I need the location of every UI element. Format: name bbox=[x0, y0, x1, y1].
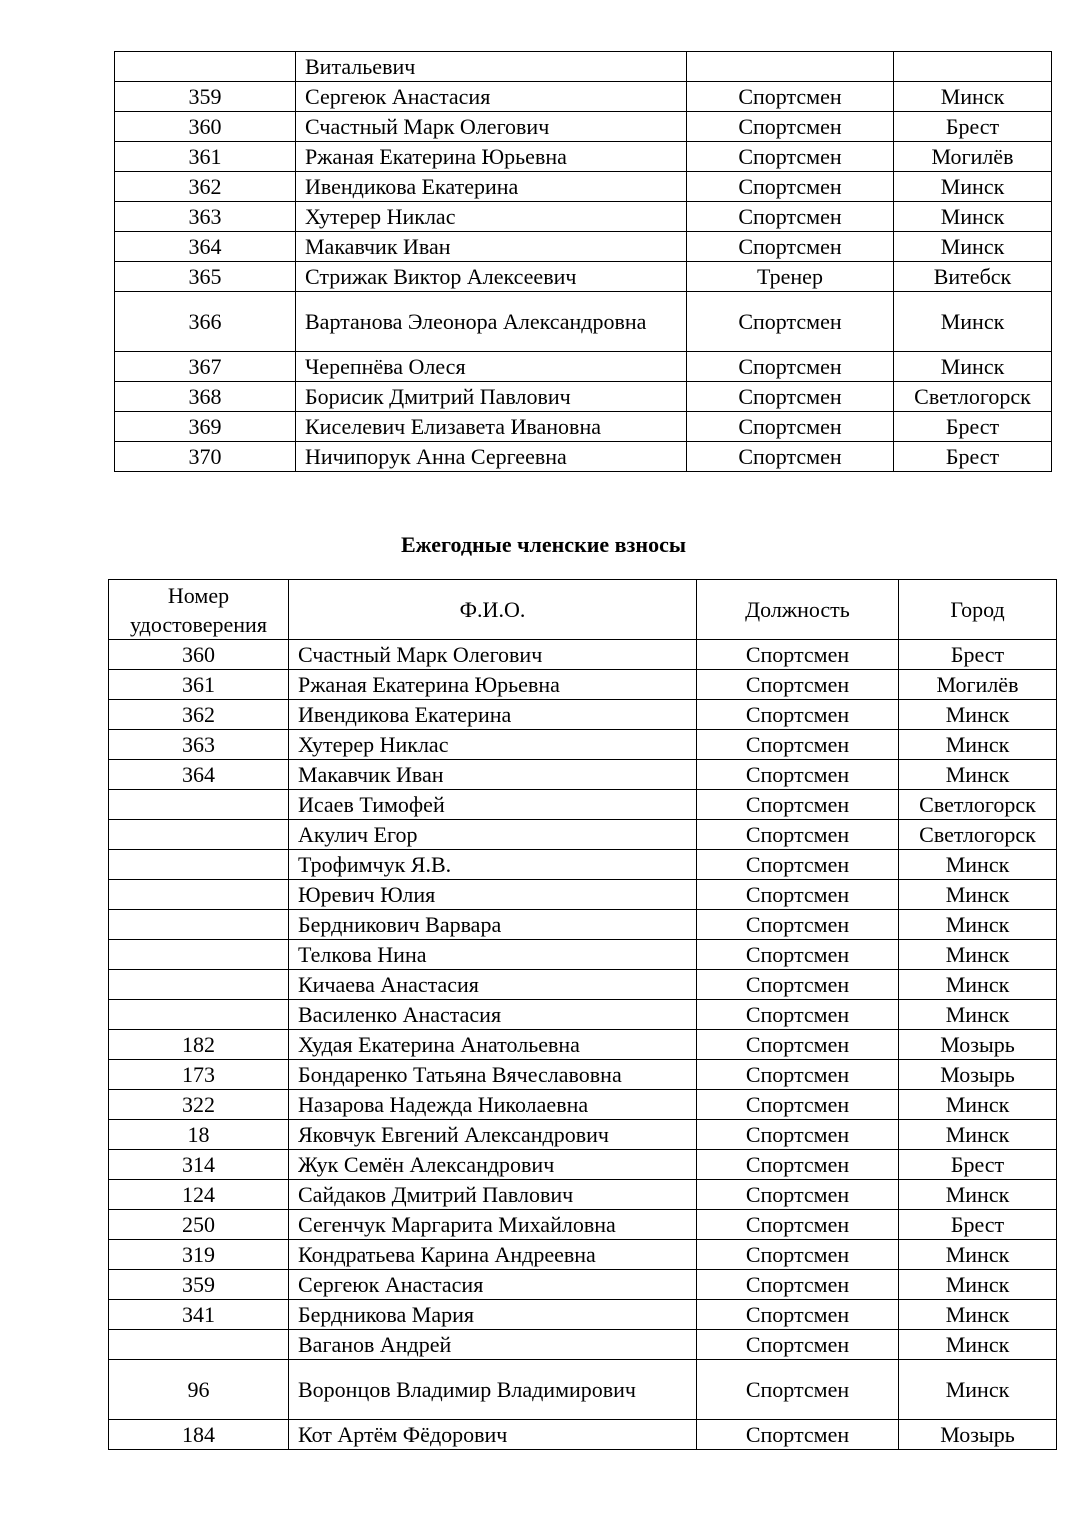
cell-city: Мозырь bbox=[899, 1030, 1057, 1060]
cell-full-name: Сегенчук Маргарита Михайловна bbox=[289, 1210, 697, 1240]
cell-position: Спортсмен bbox=[697, 1210, 899, 1240]
cell-city: Минск bbox=[899, 1270, 1057, 1300]
cell-city: Минск bbox=[899, 970, 1057, 1000]
table-row bbox=[115, 442, 1052, 472]
cell-full-name: Ржаная Екатерина Юрьевна bbox=[296, 142, 687, 172]
cell-number: 173 bbox=[109, 1060, 289, 1090]
cell-city: Брест bbox=[899, 1150, 1057, 1180]
cell-city: Брест bbox=[894, 412, 1052, 442]
cell-number: 362 bbox=[109, 700, 289, 730]
cell-number: 124 bbox=[109, 1180, 289, 1210]
table-row bbox=[115, 352, 1052, 382]
cell-city: Минск bbox=[899, 1300, 1057, 1330]
cell-full-name: Сайдаков Дмитрий Павлович bbox=[289, 1180, 697, 1210]
cell-city: Брест bbox=[894, 112, 1052, 142]
table-row bbox=[109, 1150, 1057, 1180]
table-row bbox=[109, 1240, 1057, 1270]
table-row bbox=[115, 142, 1052, 172]
cell-position: Спортсмен bbox=[687, 442, 894, 472]
cell-number: 322 bbox=[109, 1090, 289, 1120]
cell-city: Минск bbox=[899, 1090, 1057, 1120]
table-row bbox=[109, 1330, 1057, 1360]
cell-position: Спортсмен bbox=[697, 880, 899, 910]
cell-city: Минск bbox=[894, 202, 1052, 232]
cell-city: Минск bbox=[894, 172, 1052, 202]
cell-position: Спортсмен bbox=[687, 382, 894, 412]
cell-number bbox=[109, 1000, 289, 1030]
cell-city: Брест bbox=[894, 442, 1052, 472]
cell-position: Спортсмен bbox=[697, 1120, 899, 1150]
cell-position: Спортсмен bbox=[697, 1330, 899, 1360]
table-row bbox=[109, 730, 1057, 760]
table-row bbox=[115, 292, 1052, 352]
cell-full-name: Василенко Анастасия bbox=[289, 1000, 697, 1030]
cell-position: Спортсмен bbox=[697, 1150, 899, 1180]
cell-position: Спортсмен bbox=[697, 850, 899, 880]
table-row bbox=[109, 1030, 1057, 1060]
cell-full-name: Ничипорук Анна Сергеевна bbox=[296, 442, 687, 472]
table-row bbox=[109, 820, 1057, 850]
cell-number: 96 bbox=[109, 1360, 289, 1420]
table-row bbox=[109, 1060, 1057, 1090]
table-row bbox=[115, 202, 1052, 232]
cell-position: Спортсмен bbox=[697, 790, 899, 820]
cell-city: Минск bbox=[899, 700, 1057, 730]
cell-number bbox=[115, 52, 296, 82]
cell-position: Спортсмен bbox=[687, 232, 894, 262]
table-row bbox=[109, 1000, 1057, 1030]
cell-position: Спортсмен bbox=[687, 112, 894, 142]
cell-position: Спортсмен bbox=[687, 412, 894, 442]
cell-position: Спортсмен bbox=[687, 202, 894, 232]
table-row bbox=[109, 1300, 1057, 1330]
cell-full-name: Кот Артём Фёдорович bbox=[289, 1420, 697, 1450]
cell-position: Спортсмен bbox=[697, 1300, 899, 1330]
cell-number: 359 bbox=[109, 1270, 289, 1300]
cell-full-name: Макавчик Иван bbox=[296, 232, 687, 262]
table-row bbox=[109, 850, 1057, 880]
cell-position: Спортсмен bbox=[697, 730, 899, 760]
cell-number: 368 bbox=[115, 382, 296, 412]
cell-city: Светлогорск bbox=[894, 382, 1052, 412]
cell-city: Минск bbox=[894, 292, 1052, 352]
cell-number: 341 bbox=[109, 1300, 289, 1330]
table-row bbox=[109, 910, 1057, 940]
cell-full-name: Кондратьева Карина Андреевна bbox=[289, 1240, 697, 1270]
cell-full-name: Трофимчук Я.В. bbox=[289, 850, 697, 880]
cell-city: Минск bbox=[899, 730, 1057, 760]
table-row bbox=[109, 1090, 1057, 1120]
table-row bbox=[109, 1270, 1057, 1300]
table-row bbox=[115, 172, 1052, 202]
cell-full-name: Борисик Дмитрий Павлович bbox=[296, 382, 687, 412]
cell-full-name: Сергеюк Анастасия bbox=[296, 82, 687, 112]
cell-number bbox=[109, 940, 289, 970]
cell-position: Спортсмен bbox=[697, 970, 899, 1000]
cell-full-name: Витальевич bbox=[296, 52, 687, 82]
cell-number bbox=[109, 1330, 289, 1360]
cell-number: 363 bbox=[115, 202, 296, 232]
table-row bbox=[109, 940, 1057, 970]
cell-number: 182 bbox=[109, 1030, 289, 1060]
table-row bbox=[109, 1420, 1057, 1450]
cell-city: Светлогорск bbox=[899, 790, 1057, 820]
cell-city: Могилёв bbox=[899, 670, 1057, 700]
cell-number: 369 bbox=[115, 412, 296, 442]
table-row bbox=[115, 112, 1052, 142]
cell-number: 366 bbox=[115, 292, 296, 352]
cell-position: Спортсмен bbox=[697, 1030, 899, 1060]
cell-position: Спортсмен bbox=[697, 1420, 899, 1450]
cell-position: Спортсмен bbox=[697, 820, 899, 850]
cell-city: Брест bbox=[899, 1210, 1057, 1240]
cell-position: Спортсмен bbox=[697, 1270, 899, 1300]
cell-city: Минск bbox=[899, 850, 1057, 880]
header-position: Должность bbox=[697, 580, 899, 640]
cell-full-name: Исаев Тимофей bbox=[289, 790, 697, 820]
cell-city: Мозырь bbox=[899, 1420, 1057, 1450]
annual-fees-table bbox=[108, 579, 1057, 1450]
table-row bbox=[109, 1120, 1057, 1150]
table-row bbox=[109, 970, 1057, 1000]
cell-number: 18 bbox=[109, 1120, 289, 1150]
cell-full-name: Ивендикова Екатерина bbox=[289, 700, 697, 730]
cell-number: 363 bbox=[109, 730, 289, 760]
header-city: Город bbox=[899, 580, 1057, 640]
cell-position: Тренер bbox=[687, 262, 894, 292]
members-table-continued bbox=[114, 51, 1052, 472]
cell-city: Минск bbox=[899, 760, 1057, 790]
cell-city: Минск bbox=[899, 1240, 1057, 1270]
cell-number: 314 bbox=[109, 1150, 289, 1180]
cell-position: Спортсмен bbox=[687, 142, 894, 172]
cell-position: Спортсмен bbox=[687, 352, 894, 382]
cell-city: Минск bbox=[894, 232, 1052, 262]
cell-city: Минск bbox=[899, 1120, 1057, 1150]
cell-full-name: Счастный Марк Олегович bbox=[296, 112, 687, 142]
cell-full-name: Ваганов Андрей bbox=[289, 1330, 697, 1360]
table-row bbox=[115, 382, 1052, 412]
cell-number: 365 bbox=[115, 262, 296, 292]
cell-position: Спортсмен bbox=[697, 670, 899, 700]
cell-position: Спортсмен bbox=[697, 1060, 899, 1090]
table-body bbox=[115, 52, 1052, 472]
cell-city: Минск bbox=[899, 1180, 1057, 1210]
cell-position: Спортсмен bbox=[697, 1090, 899, 1120]
cell-full-name: Счастный Марк Олегович bbox=[289, 640, 697, 670]
cell-city: Минск bbox=[894, 352, 1052, 382]
cell-position: Спортсмен bbox=[697, 1000, 899, 1030]
cell-number bbox=[109, 850, 289, 880]
cell-full-name: Киселевич Елизавета Ивановна bbox=[296, 412, 687, 442]
cell-city: Минск bbox=[894, 82, 1052, 112]
cell-position: Спортсмен bbox=[697, 760, 899, 790]
cell-full-name: Худая Екатерина Анатольевна bbox=[289, 1030, 697, 1060]
cell-full-name: Черепнёва Олеся bbox=[296, 352, 687, 382]
cell-number: 362 bbox=[115, 172, 296, 202]
table-row bbox=[115, 82, 1052, 112]
header-full-name: Ф.И.О. bbox=[289, 580, 697, 640]
cell-number bbox=[109, 970, 289, 1000]
table-row bbox=[109, 790, 1057, 820]
table-row bbox=[109, 640, 1057, 670]
cell-full-name: Юревич Юлия bbox=[289, 880, 697, 910]
cell-full-name: Яковчук Евгений Александрович bbox=[289, 1120, 697, 1150]
section-title: Ежегодные членские взносы bbox=[400, 532, 687, 557]
table-row bbox=[115, 262, 1052, 292]
cell-full-name: Телкова Нина bbox=[289, 940, 697, 970]
cell-position: Спортсмен bbox=[687, 292, 894, 352]
cell-number: 364 bbox=[115, 232, 296, 262]
cell-city bbox=[894, 52, 1052, 82]
cell-position: Спортсмен bbox=[697, 940, 899, 970]
table-row bbox=[115, 52, 1052, 82]
cell-full-name: Хутерер Никлас bbox=[289, 730, 697, 760]
cell-city: Минск bbox=[899, 940, 1057, 970]
cell-city: Могилёв bbox=[894, 142, 1052, 172]
cell-number: 370 bbox=[115, 442, 296, 472]
cell-city: Минск bbox=[899, 910, 1057, 940]
cell-full-name: Сергеюк Анастасия bbox=[289, 1270, 697, 1300]
cell-number: 361 bbox=[115, 142, 296, 172]
cell-full-name: Бердникович Варвара bbox=[289, 910, 697, 940]
cell-position: Спортсмен bbox=[697, 1240, 899, 1270]
cell-number bbox=[109, 790, 289, 820]
cell-city: Минск bbox=[899, 1360, 1057, 1420]
cell-position: Спортсмен bbox=[697, 910, 899, 940]
cell-position: Спортсмен bbox=[697, 1180, 899, 1210]
cell-number bbox=[109, 880, 289, 910]
cell-number: 364 bbox=[109, 760, 289, 790]
cell-position: Спортсмен bbox=[687, 172, 894, 202]
cell-position: Спортсмен bbox=[687, 82, 894, 112]
cell-number bbox=[109, 820, 289, 850]
cell-full-name: Кичаева Анастасия bbox=[289, 970, 697, 1000]
cell-full-name: Акулич Егор bbox=[289, 820, 697, 850]
table-body bbox=[109, 640, 1057, 1450]
cell-position: Спортсмен bbox=[697, 700, 899, 730]
cell-full-name: Назарова Надежда Николаевна bbox=[289, 1090, 697, 1120]
cell-number: 359 bbox=[115, 82, 296, 112]
cell-number: 184 bbox=[109, 1420, 289, 1450]
cell-full-name: Жук Семён Александрович bbox=[289, 1150, 697, 1180]
cell-number: 360 bbox=[115, 112, 296, 142]
cell-full-name: Стрижак Виктор Алексеевич bbox=[296, 262, 687, 292]
cell-city: Мозырь bbox=[899, 1060, 1057, 1090]
cell-full-name: Воронцов Владимир Владимирович bbox=[289, 1360, 697, 1420]
table-row bbox=[115, 412, 1052, 442]
cell-city: Брест bbox=[899, 640, 1057, 670]
table-row bbox=[109, 760, 1057, 790]
cell-number: 361 bbox=[109, 670, 289, 700]
cell-city: Витебск bbox=[894, 262, 1052, 292]
cell-number: 360 bbox=[109, 640, 289, 670]
header-number: Номер удостоверения bbox=[109, 580, 289, 640]
cell-position bbox=[687, 52, 894, 82]
cell-full-name: Бердникова Мария bbox=[289, 1300, 697, 1330]
table-row bbox=[109, 670, 1057, 700]
cell-city: Минск bbox=[899, 880, 1057, 910]
table-row bbox=[109, 1210, 1057, 1240]
cell-full-name: Ржаная Екатерина Юрьевна bbox=[289, 670, 697, 700]
table-row bbox=[109, 880, 1057, 910]
cell-number: 319 bbox=[109, 1240, 289, 1270]
header-row bbox=[109, 580, 1057, 640]
cell-number: 250 bbox=[109, 1210, 289, 1240]
cell-city: Светлогорск bbox=[899, 820, 1057, 850]
table-row bbox=[109, 1180, 1057, 1210]
cell-city: Минск bbox=[899, 1330, 1057, 1360]
cell-position: Спортсмен bbox=[697, 1360, 899, 1420]
cell-full-name: Ивендикова Екатерина bbox=[296, 172, 687, 202]
cell-full-name: Вартанова Элеонора Александровна bbox=[296, 292, 687, 352]
table-row bbox=[109, 700, 1057, 730]
cell-number bbox=[109, 910, 289, 940]
cell-city: Минск bbox=[899, 1000, 1057, 1030]
cell-full-name: Макавчик Иван bbox=[289, 760, 697, 790]
cell-full-name: Хутерер Никлас bbox=[296, 202, 687, 232]
table-row bbox=[109, 1360, 1057, 1420]
cell-number: 367 bbox=[115, 352, 296, 382]
cell-position: Спортсмен bbox=[697, 640, 899, 670]
table-row bbox=[115, 232, 1052, 262]
cell-full-name: Бондаренко Татьяна Вячеславовна bbox=[289, 1060, 697, 1090]
